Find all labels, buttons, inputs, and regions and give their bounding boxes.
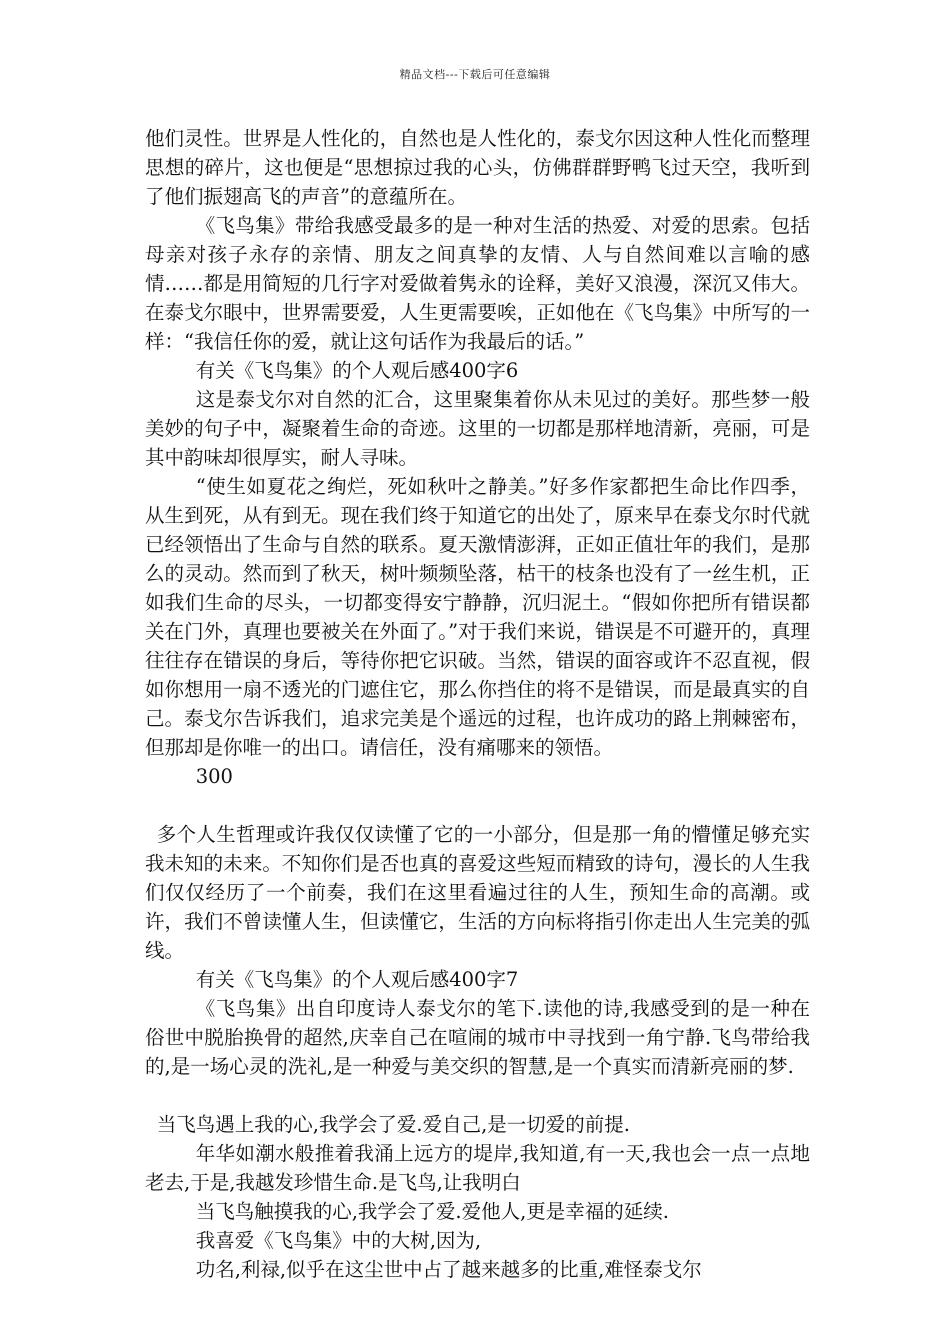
paragraph: 我喜爱《飞鸟集》中的大树,因为,	[195, 1229, 482, 1252]
paragraph: 年华如潮水般推着我涌上远方的堤岸,我知道,有一天,我也会一点一点地老去,于是,我越发珍惜生命.是飞鸟,让我明白	[145, 1142, 810, 1194]
paragraph: 功名,利禄,似乎在这尘世中占了越来越多的比重,难怪泰戈尔	[195, 1258, 702, 1281]
spacer	[145, 1081, 810, 1110]
paragraph: “使生如夏花之绚烂，死如秋叶之静美。”好多作家都把生命比作四季，从生到死，从有到无。现在我们终于知道它的出处了，原来早在泰戈尔时代就已经领悟出了生命与自然的联系。夏天激情澎湃，正如正值壮年的我们，是那么的灵动。然而到了秋天，树叶频频坠落，枯干的枝条也没有了一丝生机，正如我们生命的尽头，一切都变得安宁静静，沉归泥土。“假如你把所有错误都关在门外，真理也要被关在外面了。”对于我们来说，错误是不可避开的，真理往往存在错误的身后，等待你把它识破。当然，错误的面容或许不忍直视，假如你想用一扇不透光的门遮住它，那么你挡住的将不是错误，而是最真实的自己。泰戈尔告诉我们，追求完美是个遥远的过程，也许成功的路上荆棘密布，但那却是你唯一的出口。请信任，没有痛哪来的领悟。	[145, 475, 810, 759]
paragraph: 300	[195, 765, 233, 788]
paragraph: 多个人生哲理或许我仅仅读懂了它的一小部分，但是那一角的懵懂足够充实我未知的未来。不知你们是否也真的喜爱这些短而精致的诗句，漫长的人生我们仅仅经历了一个前奏，我们在这里看遍过往的人生，预知生命的高潮。或许，我们不曾读懂人生，但读懂它，生活的方向标将指引你走出人生完美的弧线。	[145, 823, 810, 962]
spacer	[145, 791, 810, 820]
section-heading: 有关《飞鸟集》的个人观后感400字6	[195, 359, 519, 382]
document-body	[145, 124, 810, 1284]
paragraph: 《飞鸟集》出自印度诗人泰戈尔的笔下.读他的诗,我感受到的是一种在俗世中脱胎换骨的超然,庆幸自己在喧闹的城市中寻找到一角宁静.飞鸟带给我的,是一场心灵的洗礼,是一种爱与美交织的智慧,是一个真实而清新亮丽的梦.	[145, 997, 810, 1078]
paragraph: 当飞鸟触摸我的心,我学会了爱.爱他人,更是幸福的延续.	[195, 1200, 669, 1223]
page-header: 精品文档---下载后可任意编辑	[399, 68, 551, 81]
paragraph: 当飞鸟遇上我的心,我学会了爱.爱自己,是一切爱的前提.	[156, 1113, 630, 1136]
paragraph: 《飞鸟集》带给我感受最多的是一种对生活的热爱、对爱的思索。包括母亲对孩子永存的亲情、朋友之间真挚的友情、人与自然间难以言喻的感情……都是用简短的几行字对爱做着隽永的诠释，美好又浪漫，深沉又伟大。在泰戈尔眼中，世界需要爱，人生更需要唉，正如他在《飞鸟集》中所写的一样：“我信任你的爱，就让这句话作为我最后的话。”	[145, 214, 810, 353]
paragraph: 他们灵性。世界是人性化的，自然也是人性化的，泰戈尔因这种人性化而整理思想的碎片，这也便是“思想掠过我的心头，仿佛群群野鸭飞过天空，我听到了他们振翅高飞的声音”的意蕴所在。	[145, 127, 810, 208]
paragraph: 这是泰戈尔对自然的汇合，这里聚集着你从未见过的美好。那些梦一般美妙的句子中，凝聚着生命的奇迹。这里的一切都是那样地清新，亮丽，可是其中韵味却很厚实，耐人寻味。	[145, 388, 810, 469]
section-heading: 有关《飞鸟集》的个人观后感400字7	[195, 968, 519, 991]
